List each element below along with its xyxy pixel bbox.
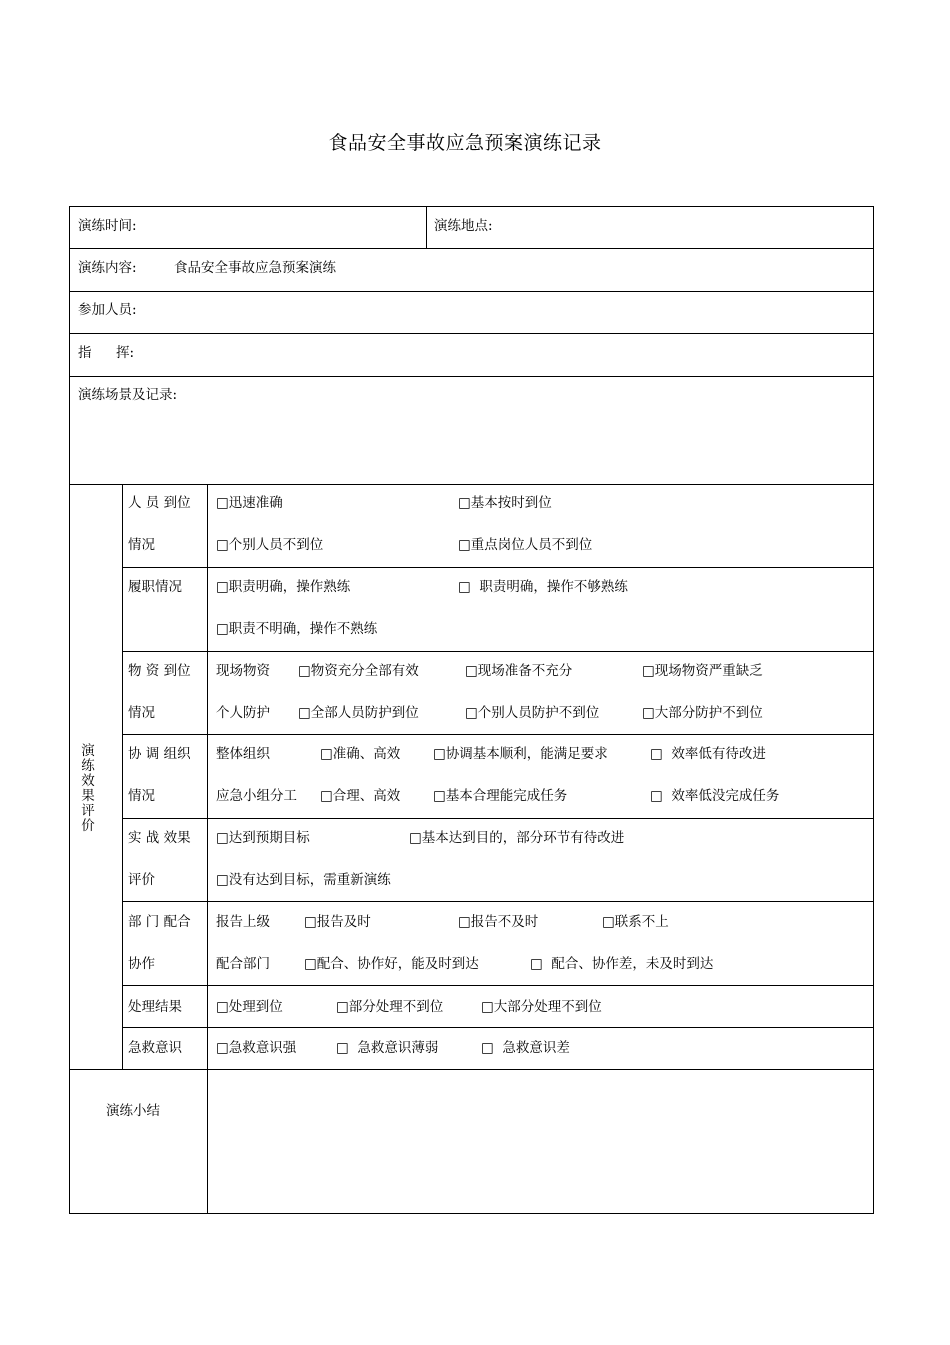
checkbox-option[interactable]: □ 职责明确，操作不够熟练 — [458, 579, 628, 595]
item-label: 配合部门 — [216, 956, 270, 972]
commander-label: 指 — [78, 345, 92, 361]
summary-input-area[interactable] — [208, 1070, 872, 1213]
checkbox-option[interactable]: □现场物资严重缺乏 — [642, 663, 763, 679]
checkbox-option[interactable]: □部分处理不到位 — [336, 999, 444, 1015]
eval-row-label: 处理结果 — [128, 999, 182, 1015]
eval-row-label: 协作 — [128, 956, 155, 972]
checkbox-option[interactable]: □达到预期目标 — [216, 830, 310, 846]
checkbox-option[interactable]: □合理、高效 — [320, 788, 401, 804]
item-label: 整体组织 — [216, 746, 270, 762]
scene-record-label: 演练场景及记录: — [78, 387, 178, 403]
checkbox-option[interactable]: □基本按时到位 — [458, 495, 552, 511]
checkbox-option[interactable]: □迅速准确 — [216, 495, 283, 511]
item-label: 现场物资 — [216, 663, 270, 679]
drill-record-table — [69, 206, 874, 1214]
row-divider — [122, 567, 873, 568]
row-divider — [122, 818, 873, 819]
row-divider — [70, 484, 873, 485]
row-divider — [70, 291, 873, 292]
checkbox-option[interactable]: □重点岗位人员不到位 — [458, 537, 593, 553]
row-divider — [70, 333, 873, 334]
document-title: 食品安全事故应急预案演练记录 — [328, 132, 602, 154]
eval-row-label: 协 调 组织 — [128, 746, 191, 762]
checkbox-option[interactable]: □个别人员防护不到位 — [465, 705, 600, 721]
eval-row-label: 履职情况 — [128, 579, 182, 595]
row-divider — [70, 376, 873, 377]
checkbox-option[interactable]: □报告及时 — [304, 914, 371, 930]
eval-row-label: 情况 — [128, 705, 155, 721]
checkbox-option[interactable]: □联系不上 — [602, 914, 669, 930]
drill-content-label: 演练内容: — [78, 260, 137, 276]
checkbox-option[interactable]: □急救意识强 — [216, 1040, 297, 1056]
participants-label: 参加人员: — [78, 302, 137, 318]
evaluation-side-label: 演练效果评价 — [81, 743, 95, 834]
eval-row-label: 急救意识 — [128, 1040, 182, 1056]
row-divider — [122, 734, 873, 735]
checkbox-option[interactable]: □个别人员不到位 — [216, 537, 324, 553]
row-divider — [122, 901, 873, 902]
checkbox-option[interactable]: □ 急救意识差 — [481, 1040, 570, 1056]
checkbox-option[interactable]: □报告不及时 — [458, 914, 539, 930]
item-label: 报告上级 — [216, 914, 270, 930]
checkbox-option[interactable]: □协调基本顺利，能满足要求 — [433, 746, 608, 762]
eval-row-label: 实 战 效果 — [128, 830, 191, 846]
checkbox-option[interactable]: □大部分防护不到位 — [642, 705, 763, 721]
checkbox-option[interactable]: □全部人员防护到位 — [298, 705, 419, 721]
column-divider — [426, 207, 427, 248]
checkbox-option[interactable]: □基本达到目的，部分环节有待改进 — [409, 830, 625, 846]
checkbox-option[interactable]: □现场准备不充分 — [465, 663, 573, 679]
eval-row-label: 人 员 到位 — [128, 495, 191, 511]
checkbox-option[interactable]: □大部分处理不到位 — [481, 999, 602, 1015]
checkbox-option[interactable]: □职责明确，操作熟练 — [216, 579, 351, 595]
checkbox-option[interactable]: □基本合理能完成任务 — [433, 788, 568, 804]
checkbox-option[interactable]: □物资充分全部有效 — [298, 663, 419, 679]
checkbox-option[interactable]: □ 效率低没完成任务 — [650, 788, 780, 804]
checkbox-option[interactable]: □准确、高效 — [320, 746, 401, 762]
item-label: 应急小组分工 — [216, 788, 297, 804]
checkbox-option[interactable]: □ 效率低有待改进 — [650, 746, 766, 762]
row-divider — [122, 1027, 873, 1028]
eval-row-label: 部 门 配合 — [128, 914, 191, 930]
column-divider — [122, 484, 123, 1069]
eval-row-label: 物 资 到位 — [128, 663, 191, 679]
checkbox-option[interactable]: □处理到位 — [216, 999, 283, 1015]
row-divider — [122, 651, 873, 652]
row-divider — [70, 248, 873, 249]
eval-row-label: 评价 — [128, 872, 155, 888]
checkbox-option[interactable]: □ 配合、协作差，未及时到达 — [530, 956, 714, 972]
checkbox-option[interactable]: □配合、协作好，能及时到达 — [304, 956, 479, 972]
drill-time-label: 演练时间: — [78, 218, 137, 234]
eval-row-label: 情况 — [128, 788, 155, 804]
item-label: 个人防护 — [216, 705, 270, 721]
drill-content-value: 食品安全事故应急预案演练 — [174, 260, 336, 276]
drill-place-label: 演练地点: — [434, 218, 493, 234]
row-divider — [122, 985, 873, 986]
checkbox-option[interactable]: □ 急救意识薄弱 — [336, 1040, 439, 1056]
checkbox-option[interactable]: □职责不明确，操作不熟练 — [216, 621, 378, 637]
commander-label: 挥: — [116, 345, 135, 361]
checkbox-option[interactable]: □没有达到目标，需重新演练 — [216, 872, 391, 888]
eval-row-label: 情况 — [128, 537, 155, 553]
summary-label: 演练小结 — [106, 1103, 160, 1119]
